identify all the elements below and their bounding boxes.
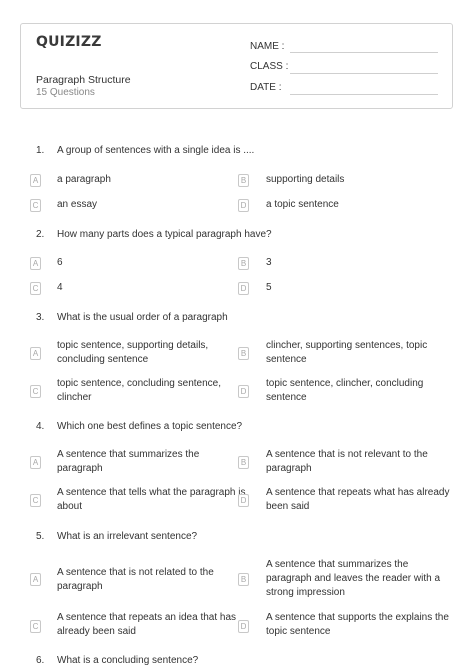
question-number: 4. — [36, 421, 45, 432]
option-text: topic sentence, clincher, concluding sentence — [266, 378, 424, 403]
class-label: CLASS : — [250, 61, 289, 72]
option-text: a paragraph — [57, 174, 111, 185]
question-count: 15 Questions — [36, 87, 95, 98]
question-number: 3. — [36, 312, 45, 323]
question-text: Which one best defines a topic sentence? — [57, 421, 243, 432]
option-text: a topic sentence — [266, 199, 339, 210]
option-letter: A — [30, 347, 41, 360]
option-letter: B — [238, 257, 249, 270]
option-text: A sentence that summarizes the paragraph — [57, 449, 200, 474]
worksheet-title: Paragraph Structure — [36, 74, 131, 86]
question-number: 2. — [36, 229, 45, 240]
class-line — [290, 73, 438, 74]
option-text: 4 — [57, 282, 63, 293]
option-letter: A — [30, 573, 41, 586]
option-text: A sentence that is not related to the paragraph — [57, 567, 214, 592]
option-text: A sentence that supports the explains the topic sentence — [266, 612, 449, 637]
date-line — [290, 94, 438, 95]
date-label: DATE : — [250, 82, 282, 93]
option-text: A sentence that tells what the paragraph is about — [57, 487, 246, 512]
name-line — [290, 52, 438, 53]
option-letter: B — [238, 347, 249, 360]
question-number: 1. — [36, 145, 45, 156]
option-text: A sentence that repeats what has already been said — [266, 487, 450, 512]
option-letter: D — [238, 282, 249, 295]
option-letter: A — [30, 174, 41, 187]
name-label: NAME : — [250, 41, 285, 52]
option-text: clincher, supporting sentences, topic sentence — [266, 340, 428, 365]
option-letter: C — [30, 620, 41, 633]
question-number: 5. — [36, 531, 45, 542]
option-text: A sentence that repeats an idea that has already been said — [57, 612, 237, 637]
option-letter: D — [238, 385, 249, 398]
option-text: an essay — [57, 199, 98, 210]
option-text: 3 — [266, 257, 272, 268]
option-text: topic sentence, concluding sentence, clincher — [57, 378, 221, 403]
option-letter: B — [238, 573, 249, 586]
option-letter: B — [238, 456, 249, 469]
question-text: What is an irrelevant sentence? — [57, 531, 198, 542]
option-letter: C — [30, 494, 41, 507]
option-text: topic sentence, supporting details, concluding sentence — [57, 340, 209, 365]
option-text: A sentence that is not relevant to the paragraph — [266, 449, 428, 474]
option-letter: D — [238, 199, 249, 212]
question-text: What is a concluding sentence? — [57, 655, 199, 666]
option-text: 5 — [266, 282, 272, 293]
option-text: A sentence that summarizes the paragraph and leaves the reader with a strong impression — [266, 559, 441, 598]
option-letter: B — [238, 174, 249, 187]
question-number: 6. — [36, 655, 45, 666]
question-text: What is the usual order of a paragraph — [57, 312, 228, 323]
option-letter: A — [30, 257, 41, 270]
option-letter: D — [238, 620, 249, 633]
option-letter: A — [30, 456, 41, 469]
option-letter: C — [30, 385, 41, 398]
question-text: A group of sentences with a single idea is .... — [57, 145, 255, 156]
option-letter: C — [30, 282, 41, 295]
quizizz-logo: QUIZIZZ — [36, 34, 102, 50]
option-letter: C — [30, 199, 41, 212]
question-text: How many parts does a typical paragraph have? — [57, 229, 272, 240]
option-text: 6 — [57, 257, 63, 268]
option-text: supporting details — [266, 174, 345, 185]
option-letter: D — [238, 494, 249, 507]
